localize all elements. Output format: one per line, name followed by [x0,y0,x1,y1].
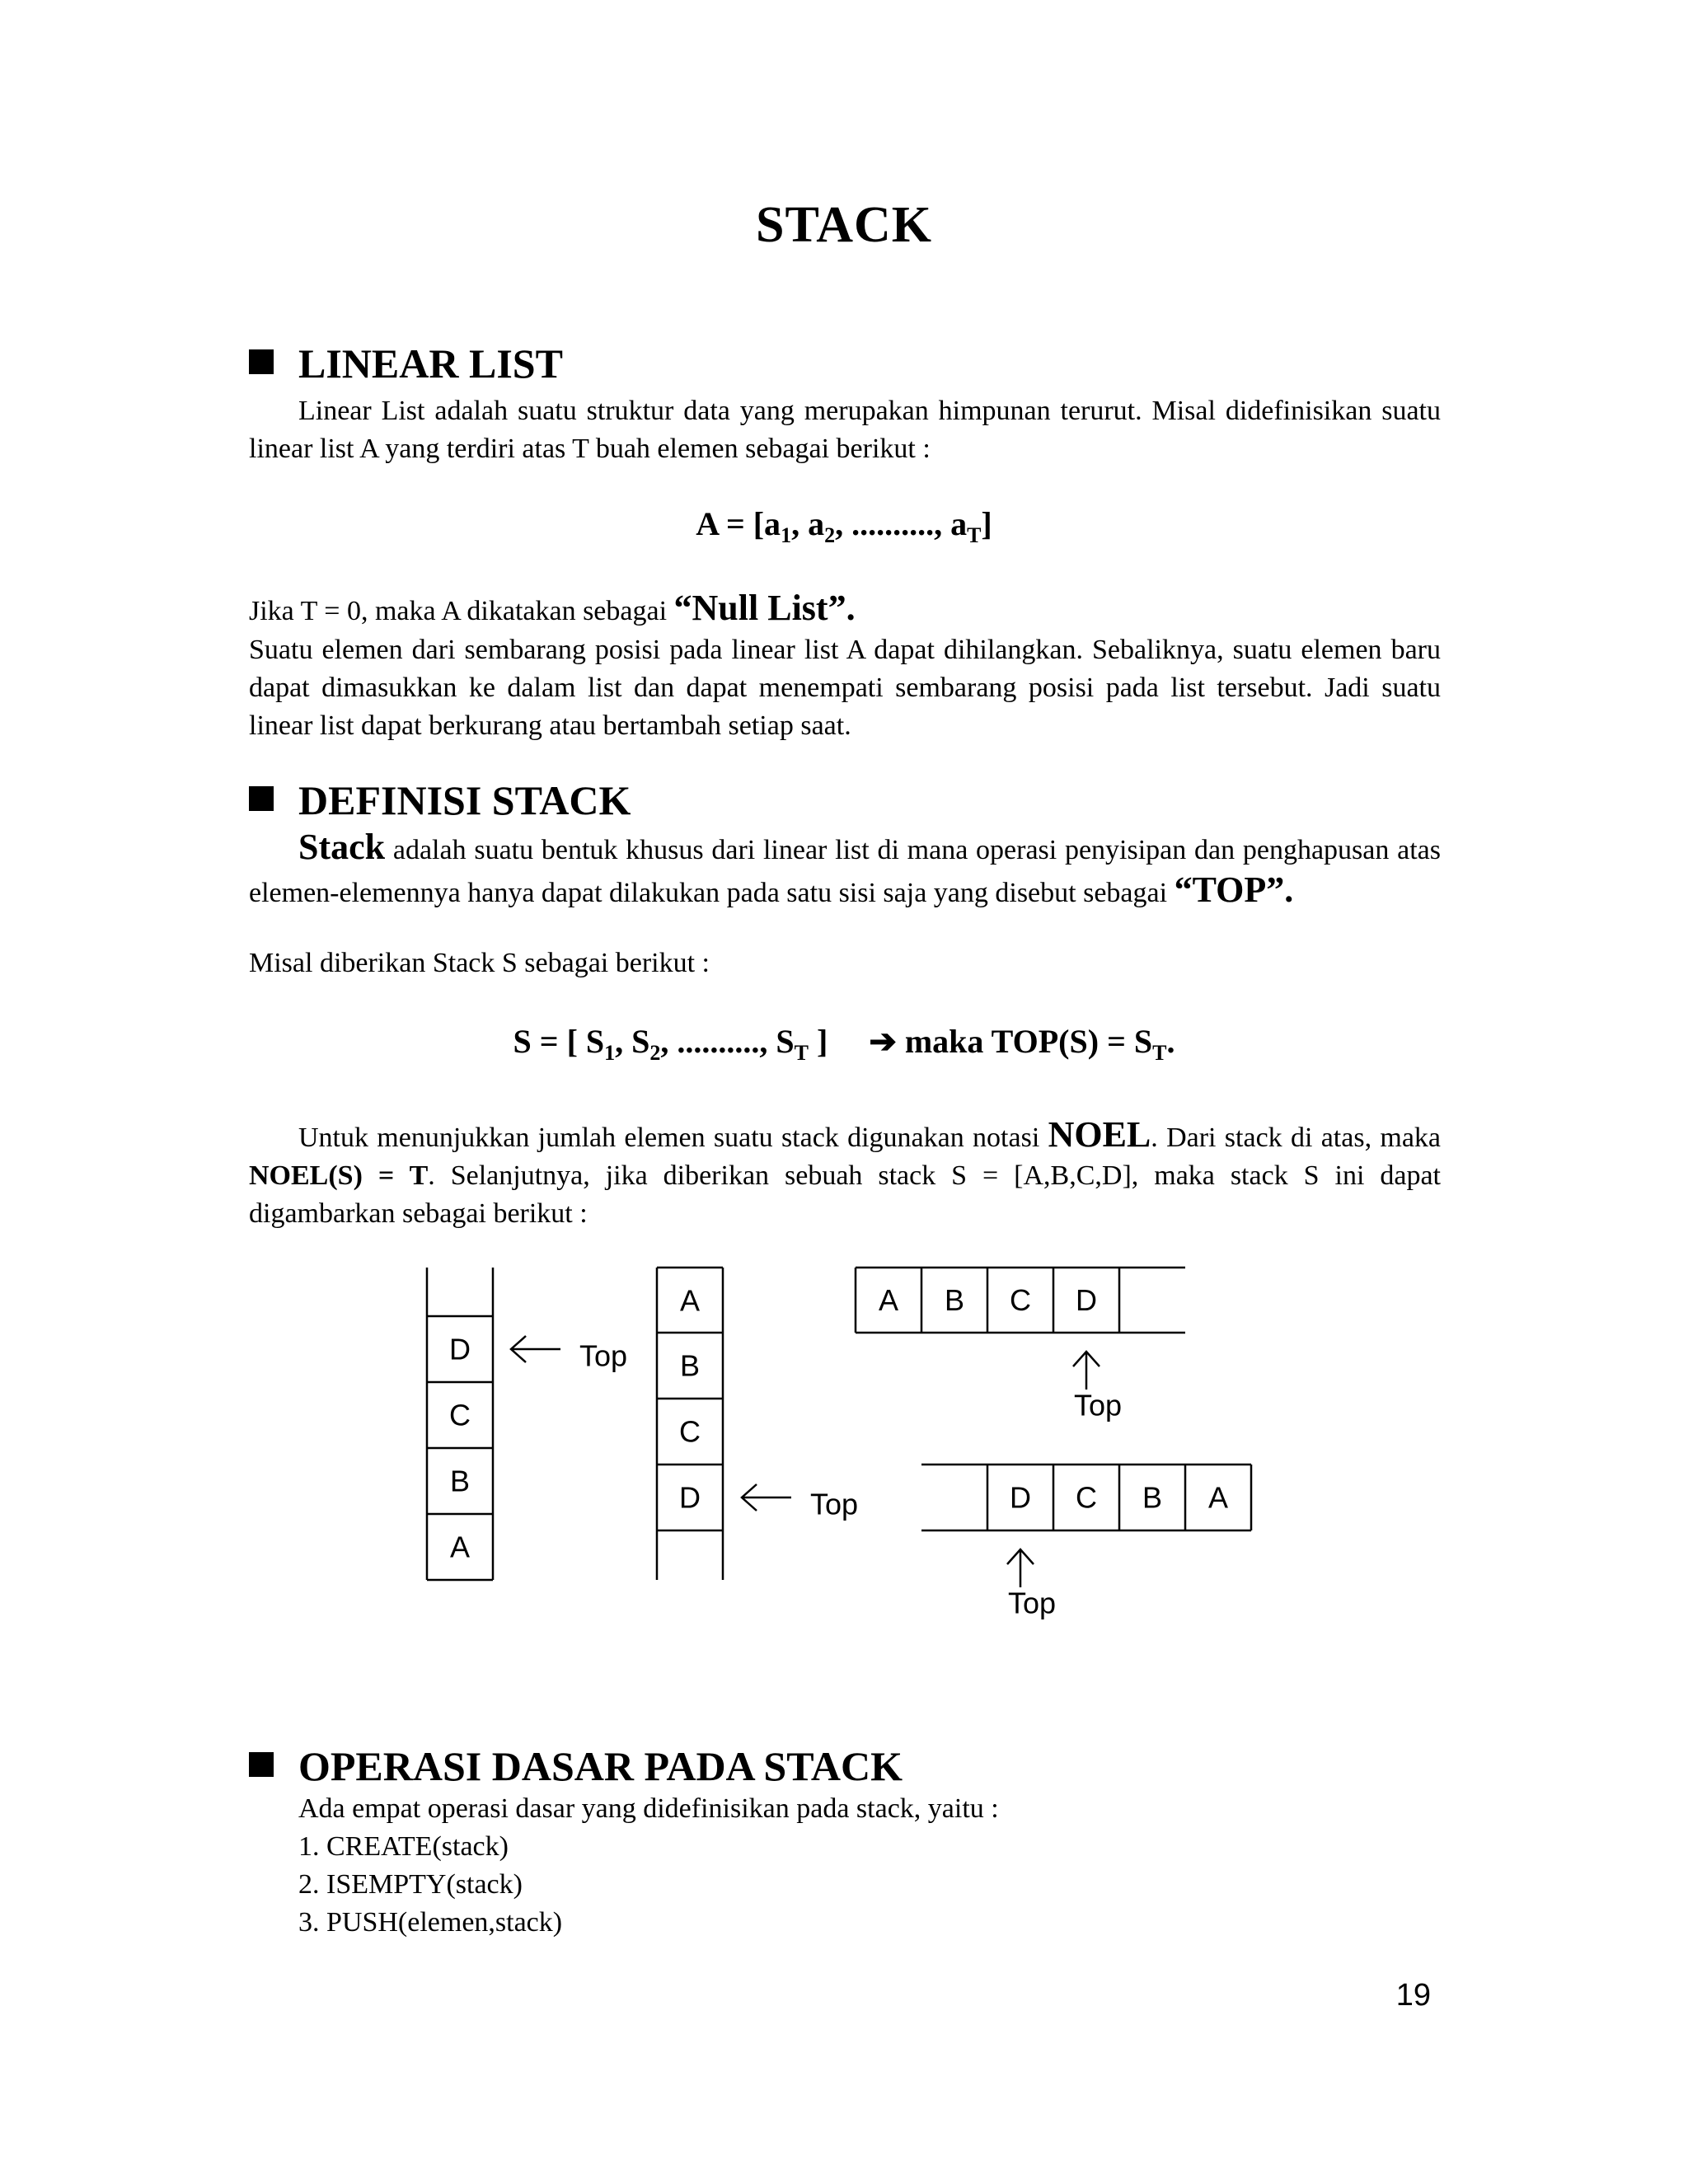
stack1-cell-label: D [449,1332,471,1366]
linear-list-paragraph: Linear List adalah suatu struktur data yang merupakan himpunan terurut. Misal didefinisikan suatu linear list A yang terdiri atas T buah elemen sebagai berikut : [249,396,1441,464]
linear-list-formula: $A = [a_1$, $a_2$, .........., $a_T$] [696,505,992,547]
page-number: 19 [1395,1978,1431,2013]
definisi-paragraph: Stack adalah suatu bentuk khusus dari linear list di mana operasi penyisipan dan penghapusan atas elemen-elemennya hanya dapat dilakukan pada satu sisi saja yang disebut sebagai “TOP”. [249,827,1441,910]
stack-example-intro: Misal diberikan Stack S sebagai berikut : [249,948,710,978]
row1-cell-label: C [1010,1283,1031,1317]
operasi-item: 1. CREATE(stack) [298,1831,509,1862]
stack2-top-arrow-icon [742,1484,791,1511]
stack1-top-label: Top [579,1338,628,1373]
stack2-cell-label: B [679,1348,701,1383]
null-list-sentence: Jika T = 0, maka A dikatakan sebagai “Null List”. [249,588,856,628]
operasi-item: 3. PUSH(elemen,stack) [298,1907,563,1938]
noel-paragraph: Untuk menunjukkan jumlah elemen suatu stack digunakan notasi NOEL. Dari stack di atas, maka NOEL(S) = T. Selanjutnya, jika diberikan sebuah stack S = [A,B,C,D], maka stack S ini dapat digambarkan sebagai berikut : [249,1114,1442,1229]
section-heading-definisi-stack: DEFINISI STACK [249,776,631,824]
top-term: “TOP”. [1174,869,1294,910]
stack-formula: S = [ $S_1$, $S_2$, .........., $S_T$ ] ➔ maka $TOP(S) = S_T$. [513,1023,1175,1065]
stack1-cell-label: C [449,1398,471,1432]
row1-cell-label: D [1076,1283,1097,1317]
stack1-cell-label: A [449,1530,471,1564]
right-arrow-icon: ➔ [869,1023,897,1060]
operasi-item: 2. ISEMPTY(stack) [298,1869,523,1900]
row2-cell-label: B [1142,1480,1163,1515]
stack-term: Stack [298,827,386,867]
stack1-cell-label: B [449,1464,471,1498]
stack2-cell-label: D [679,1480,701,1515]
row2-top-label: Top [1007,1586,1057,1620]
square-bullet-icon [249,1752,274,1777]
row2-cell-label: A [1207,1480,1229,1515]
row2-top-arrow-icon [1007,1549,1034,1587]
row2-cell-label: D [1010,1480,1031,1515]
stack1-top-arrow-icon [511,1336,560,1362]
linear-list-paragraph-2: Suatu elemen dari sembarang posisi pada linear list A dapat dihilangkan. Sebaliknya, suatu elemen baru dapat dimasukkan ke dalam list dan dapat menempati sembarang posisi pada list tersebut. Jadi suatu linear list dapat berkurang atau bertambah setiap saat. [249,635,1441,741]
section-heading-linear-list: LINEAR LIST [249,340,563,387]
row1-top-label: Top [1073,1388,1123,1422]
noel-term: NOEL [1048,1114,1151,1155]
noel-equation: NOEL(S) = T [249,1160,429,1191]
stack2-cell-label: A [679,1283,701,1318]
page-title: STACK [755,197,932,253]
row1-cell-label: B [944,1283,965,1317]
null-list-term: “Null List”. [673,588,856,628]
stack2-top-label: Top [809,1487,859,1521]
row2-cell-label: C [1076,1480,1097,1515]
stack2-cell-label: C [679,1414,701,1449]
row1-top-arrow-icon [1073,1352,1100,1390]
section-heading-operasi: OPERASI DASAR PADA STACK [249,1742,903,1790]
row1-cell-label: A [878,1283,899,1317]
operasi-intro: Ada empat operasi dasar yang didefinisikan pada stack, yaitu : [298,1793,999,1824]
